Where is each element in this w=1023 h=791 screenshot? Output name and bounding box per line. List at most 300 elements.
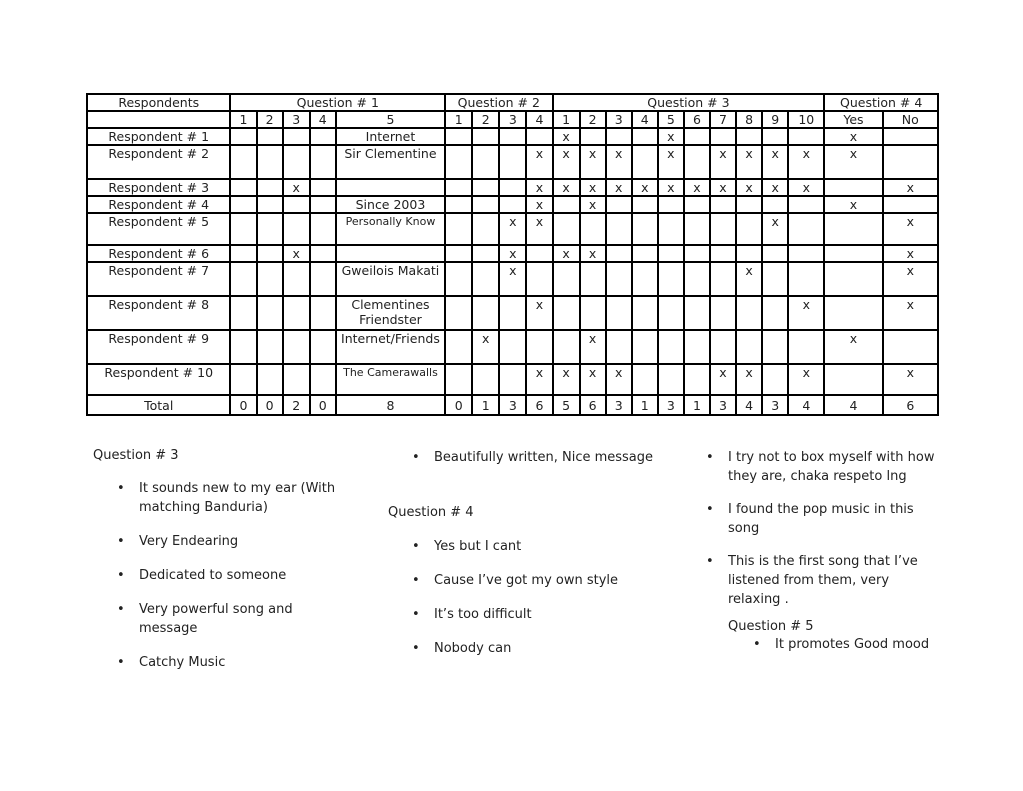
mark-cell bbox=[632, 145, 658, 179]
subheader-cell: 5 bbox=[658, 111, 684, 128]
total-cell: 6 bbox=[883, 395, 938, 415]
total-cell: 0 bbox=[445, 395, 472, 415]
source-cell: Internet/Friends bbox=[336, 330, 445, 364]
subheader-cell: Yes bbox=[824, 111, 882, 128]
mark-cell bbox=[310, 128, 336, 145]
mark-cell: x bbox=[883, 245, 938, 262]
mark-cell bbox=[883, 145, 938, 179]
mark-cell bbox=[736, 296, 762, 330]
mark-cell bbox=[788, 213, 824, 245]
question-5-list bbox=[775, 637, 936, 653]
list-item: • Nobody can bbox=[434, 639, 658, 658]
list-item: • Very Endearing bbox=[139, 532, 353, 551]
mark-cell bbox=[499, 128, 526, 145]
mark-cell bbox=[230, 145, 256, 179]
source-cell: The Camerawalls bbox=[336, 364, 445, 395]
mark-cell bbox=[736, 213, 762, 245]
mark-cell bbox=[658, 296, 684, 330]
mark-cell bbox=[257, 262, 283, 296]
mark-cell: x bbox=[283, 245, 310, 262]
mark-cell: x bbox=[632, 179, 658, 196]
subheader-cell: 3 bbox=[499, 111, 526, 128]
mark-cell bbox=[788, 128, 824, 145]
list-item: • I try not to box myself with how they are, chaka respeto lng bbox=[728, 448, 936, 486]
list-item: • Dedicated to someone bbox=[139, 566, 353, 585]
mark-cell bbox=[606, 128, 632, 145]
mark-cell bbox=[283, 296, 310, 330]
mark-cell bbox=[230, 213, 256, 245]
mark-cell: x bbox=[762, 145, 788, 179]
mark-cell bbox=[257, 196, 283, 213]
mark-cell bbox=[310, 145, 336, 179]
mark-cell bbox=[632, 262, 658, 296]
respondent-name-cell: Respondent # 6 bbox=[87, 245, 230, 262]
header-row bbox=[87, 94, 938, 111]
mark-cell: x bbox=[553, 128, 580, 145]
mark-cell bbox=[472, 145, 499, 179]
mark-cell bbox=[257, 364, 283, 395]
header-question-2: Question # 2 bbox=[445, 94, 552, 111]
mark-cell: x bbox=[824, 196, 882, 213]
total-cell: 0 bbox=[310, 395, 336, 415]
mark-cell bbox=[257, 128, 283, 145]
mark-cell bbox=[824, 245, 882, 262]
mark-cell bbox=[824, 364, 882, 395]
total-cell: 6 bbox=[526, 395, 552, 415]
mark-cell: x bbox=[736, 179, 762, 196]
mark-cell bbox=[445, 296, 472, 330]
mark-cell bbox=[658, 213, 684, 245]
list-item: • Yes but I cant bbox=[434, 537, 658, 556]
source-cell bbox=[336, 245, 445, 262]
mark-cell bbox=[580, 213, 606, 245]
mark-cell bbox=[283, 364, 310, 395]
question-3-comments bbox=[93, 446, 353, 687]
mark-cell bbox=[472, 364, 499, 395]
list-item: • Beautifully written, Nice message bbox=[434, 448, 658, 467]
mark-cell bbox=[257, 179, 283, 196]
mark-cell bbox=[257, 145, 283, 179]
mark-cell bbox=[658, 196, 684, 213]
mark-cell bbox=[283, 145, 310, 179]
total-cell: 3 bbox=[658, 395, 684, 415]
question-3-continued-list bbox=[434, 448, 658, 467]
mark-cell bbox=[499, 330, 526, 364]
mark-cell: x bbox=[526, 196, 552, 213]
header-respondents: Respondents bbox=[87, 94, 230, 111]
source-cell: Sir Clementine bbox=[336, 145, 445, 179]
source-cell: Gweilois Makati bbox=[336, 262, 445, 296]
mark-cell: x bbox=[580, 145, 606, 179]
mark-cell bbox=[710, 330, 736, 364]
mark-cell bbox=[230, 179, 256, 196]
question-4-continued-list bbox=[728, 448, 936, 609]
mark-cell bbox=[283, 330, 310, 364]
table-row bbox=[87, 213, 938, 245]
mark-cell bbox=[580, 296, 606, 330]
question-4-list bbox=[434, 537, 658, 658]
mark-cell bbox=[283, 128, 310, 145]
total-cell: 4 bbox=[824, 395, 882, 415]
mark-cell: x bbox=[736, 262, 762, 296]
mark-cell bbox=[553, 330, 580, 364]
list-item: • Catchy Music bbox=[139, 653, 353, 672]
mark-cell bbox=[606, 245, 632, 262]
mark-cell bbox=[445, 196, 472, 213]
subheader-cell: 3 bbox=[606, 111, 632, 128]
mark-cell bbox=[499, 296, 526, 330]
subheader-blank-cell bbox=[87, 111, 230, 128]
list-item: • It sounds new to my ear (With matching Banduria) bbox=[139, 479, 353, 517]
mark-cell bbox=[658, 330, 684, 364]
mark-cell bbox=[736, 128, 762, 145]
mark-cell bbox=[230, 245, 256, 262]
mark-cell bbox=[526, 128, 552, 145]
question-5-comments bbox=[706, 448, 936, 653]
mark-cell bbox=[762, 245, 788, 262]
mark-cell bbox=[580, 128, 606, 145]
mark-cell bbox=[230, 296, 256, 330]
mark-cell: x bbox=[553, 145, 580, 179]
total-cell: 8 bbox=[336, 395, 445, 415]
mark-cell: x bbox=[762, 213, 788, 245]
mark-cell: x bbox=[526, 364, 552, 395]
mark-cell: x bbox=[736, 364, 762, 395]
mark-cell: x bbox=[824, 145, 882, 179]
mark-cell bbox=[445, 330, 472, 364]
mark-cell bbox=[499, 196, 526, 213]
mark-cell bbox=[883, 196, 938, 213]
mark-cell bbox=[445, 145, 472, 179]
mark-cell bbox=[526, 245, 552, 262]
mark-cell: x bbox=[472, 330, 499, 364]
mark-cell: x bbox=[788, 145, 824, 179]
mark-cell bbox=[283, 196, 310, 213]
mark-cell: x bbox=[788, 364, 824, 395]
mark-cell bbox=[883, 330, 938, 364]
mark-cell bbox=[445, 262, 472, 296]
mark-cell bbox=[788, 245, 824, 262]
total-label-cell: Total bbox=[87, 395, 230, 415]
mark-cell bbox=[310, 296, 336, 330]
mark-cell bbox=[736, 330, 762, 364]
question-3-heading: Question # 3 bbox=[93, 448, 179, 463]
mark-cell bbox=[684, 262, 710, 296]
mark-cell bbox=[684, 364, 710, 395]
list-item: • It’s too difficult bbox=[434, 605, 658, 624]
mark-cell bbox=[632, 296, 658, 330]
subheader-row bbox=[87, 111, 938, 128]
mark-cell bbox=[762, 262, 788, 296]
header-question-3: Question # 3 bbox=[553, 94, 825, 111]
mark-cell: x bbox=[788, 296, 824, 330]
mark-cell bbox=[684, 145, 710, 179]
mark-cell bbox=[606, 296, 632, 330]
mark-cell bbox=[632, 245, 658, 262]
mark-cell bbox=[472, 262, 499, 296]
respondent-name-cell: Respondent # 7 bbox=[87, 262, 230, 296]
mark-cell: x bbox=[553, 179, 580, 196]
mark-cell bbox=[283, 213, 310, 245]
mark-cell bbox=[310, 364, 336, 395]
source-cell bbox=[336, 179, 445, 196]
mark-cell: x bbox=[883, 179, 938, 196]
mark-cell bbox=[710, 196, 736, 213]
mark-cell bbox=[762, 128, 788, 145]
mark-cell bbox=[310, 196, 336, 213]
mark-cell: x bbox=[658, 128, 684, 145]
mark-cell bbox=[632, 128, 658, 145]
mark-cell bbox=[632, 196, 658, 213]
subheader-cell: 8 bbox=[736, 111, 762, 128]
mark-cell: x bbox=[526, 145, 552, 179]
mark-cell bbox=[632, 330, 658, 364]
mark-cell bbox=[824, 262, 882, 296]
respondent-name-cell: Respondent # 1 bbox=[87, 128, 230, 145]
mark-cell bbox=[684, 330, 710, 364]
mark-cell bbox=[710, 128, 736, 145]
question-3-list bbox=[139, 479, 353, 672]
mark-cell: x bbox=[553, 364, 580, 395]
subheader-cell: No bbox=[883, 111, 938, 128]
mark-cell bbox=[580, 262, 606, 296]
header-question-4: Question # 4 bbox=[824, 94, 938, 111]
mark-cell: x bbox=[710, 145, 736, 179]
list-item: • This is the first song that I’ve listened from them, very relaxing . bbox=[728, 552, 936, 609]
table-row bbox=[87, 262, 938, 296]
subheader-cell: 9 bbox=[762, 111, 788, 128]
subheader-cell: 5 bbox=[336, 111, 445, 128]
mark-cell bbox=[283, 262, 310, 296]
subheader-cell: 6 bbox=[684, 111, 710, 128]
mark-cell: x bbox=[658, 179, 684, 196]
mark-cell: x bbox=[762, 179, 788, 196]
mark-cell bbox=[788, 330, 824, 364]
mark-cell bbox=[710, 213, 736, 245]
mark-cell bbox=[472, 179, 499, 196]
mark-cell: x bbox=[580, 364, 606, 395]
mark-cell bbox=[257, 330, 283, 364]
table-row bbox=[87, 296, 938, 330]
subheader-cell: 3 bbox=[283, 111, 310, 128]
mark-cell: x bbox=[580, 330, 606, 364]
total-row bbox=[87, 395, 938, 415]
list-item: • It promotes Good mood bbox=[775, 637, 936, 653]
mark-cell bbox=[257, 296, 283, 330]
subheader-cell: 2 bbox=[580, 111, 606, 128]
mark-cell bbox=[684, 213, 710, 245]
mark-cell bbox=[736, 245, 762, 262]
mark-cell bbox=[553, 296, 580, 330]
mark-cell bbox=[684, 196, 710, 213]
total-cell: 1 bbox=[632, 395, 658, 415]
mark-cell: x bbox=[824, 330, 882, 364]
mark-cell bbox=[499, 364, 526, 395]
mark-cell bbox=[499, 145, 526, 179]
mark-cell bbox=[606, 213, 632, 245]
header-question-1: Question # 1 bbox=[230, 94, 445, 111]
mark-cell bbox=[788, 262, 824, 296]
table-row bbox=[87, 196, 938, 213]
respondent-name-cell: Respondent # 3 bbox=[87, 179, 230, 196]
mark-cell bbox=[762, 364, 788, 395]
mark-cell bbox=[472, 196, 499, 213]
mark-cell bbox=[658, 245, 684, 262]
mark-cell bbox=[710, 262, 736, 296]
subheader-cell: 2 bbox=[472, 111, 499, 128]
respondent-name-cell: Respondent # 2 bbox=[87, 145, 230, 179]
subheader-cell: 1 bbox=[445, 111, 472, 128]
mark-cell bbox=[445, 364, 472, 395]
mark-cell: x bbox=[883, 262, 938, 296]
mark-cell bbox=[632, 364, 658, 395]
mark-cell bbox=[445, 128, 472, 145]
table-row bbox=[87, 245, 938, 262]
mark-cell: x bbox=[553, 245, 580, 262]
mark-cell: x bbox=[788, 179, 824, 196]
mark-cell bbox=[230, 128, 256, 145]
respondent-name-cell: Respondent # 10 bbox=[87, 364, 230, 395]
mark-cell bbox=[472, 128, 499, 145]
mark-cell bbox=[445, 245, 472, 262]
question-4-comments bbox=[388, 448, 658, 673]
respondent-name-cell: Respondent # 5 bbox=[87, 213, 230, 245]
mark-cell bbox=[472, 245, 499, 262]
mark-cell: x bbox=[283, 179, 310, 196]
subheader-cell: 4 bbox=[310, 111, 336, 128]
mark-cell bbox=[230, 364, 256, 395]
mark-cell bbox=[526, 262, 552, 296]
question-4-heading: Question # 4 bbox=[388, 505, 474, 520]
question-5-heading: Question # 5 bbox=[728, 619, 814, 634]
mark-cell bbox=[762, 330, 788, 364]
mark-cell: x bbox=[606, 179, 632, 196]
mark-cell bbox=[310, 179, 336, 196]
mark-cell bbox=[710, 296, 736, 330]
source-cell: Clementines Friendster bbox=[336, 296, 445, 330]
list-item: • Cause I’ve got my own style bbox=[434, 571, 658, 590]
mark-cell: x bbox=[526, 213, 552, 245]
mark-cell bbox=[230, 262, 256, 296]
mark-cell bbox=[472, 296, 499, 330]
mark-cell: x bbox=[526, 179, 552, 196]
subheader-cell: 2 bbox=[257, 111, 283, 128]
mark-cell: x bbox=[736, 145, 762, 179]
mark-cell bbox=[762, 196, 788, 213]
mark-cell: x bbox=[883, 296, 938, 330]
subheader-cell: 10 bbox=[788, 111, 824, 128]
table-row bbox=[87, 145, 938, 179]
mark-cell bbox=[310, 213, 336, 245]
mark-cell bbox=[824, 179, 882, 196]
total-cell: 0 bbox=[257, 395, 283, 415]
mark-cell bbox=[445, 213, 472, 245]
source-cell: Since 2003 bbox=[336, 196, 445, 213]
subheader-cell: 4 bbox=[526, 111, 552, 128]
mark-cell bbox=[445, 179, 472, 196]
table-row bbox=[87, 128, 938, 145]
mark-cell: x bbox=[710, 179, 736, 196]
respondent-name-cell: Respondent # 8 bbox=[87, 296, 230, 330]
mark-cell bbox=[553, 196, 580, 213]
mark-cell bbox=[684, 128, 710, 145]
list-item: • I found the pop music in this song bbox=[728, 500, 936, 538]
mark-cell: x bbox=[606, 145, 632, 179]
subheader-cell: 1 bbox=[230, 111, 256, 128]
mark-cell bbox=[788, 196, 824, 213]
mark-cell bbox=[762, 296, 788, 330]
mark-cell: x bbox=[883, 213, 938, 245]
mark-cell bbox=[883, 128, 938, 145]
mark-cell bbox=[310, 330, 336, 364]
mark-cell bbox=[310, 245, 336, 262]
total-cell: 6 bbox=[580, 395, 606, 415]
mark-cell bbox=[606, 196, 632, 213]
mark-cell bbox=[658, 262, 684, 296]
list-item: • Very powerful song and message bbox=[139, 600, 353, 638]
mark-cell: x bbox=[499, 262, 526, 296]
total-cell: 4 bbox=[788, 395, 824, 415]
total-cell: 5 bbox=[553, 395, 580, 415]
subheader-cell: 1 bbox=[553, 111, 580, 128]
mark-cell bbox=[710, 245, 736, 262]
mark-cell: x bbox=[499, 213, 526, 245]
mark-cell bbox=[257, 245, 283, 262]
total-cell: 1 bbox=[472, 395, 499, 415]
total-cell: 2 bbox=[283, 395, 310, 415]
total-cell: 4 bbox=[736, 395, 762, 415]
mark-cell: x bbox=[606, 364, 632, 395]
total-cell: 3 bbox=[499, 395, 526, 415]
mark-cell bbox=[606, 330, 632, 364]
respondent-name-cell: Respondent # 4 bbox=[87, 196, 230, 213]
mark-cell: x bbox=[580, 179, 606, 196]
mark-cell bbox=[230, 330, 256, 364]
mark-cell bbox=[472, 213, 499, 245]
mark-cell bbox=[553, 213, 580, 245]
mark-cell bbox=[230, 196, 256, 213]
table-row bbox=[87, 364, 938, 395]
survey-results-table bbox=[86, 93, 939, 416]
mark-cell bbox=[257, 213, 283, 245]
subheader-cell: 7 bbox=[710, 111, 736, 128]
subheader-cell: 4 bbox=[632, 111, 658, 128]
total-cell: 0 bbox=[230, 395, 256, 415]
source-cell: Internet bbox=[336, 128, 445, 145]
mark-cell bbox=[499, 179, 526, 196]
mark-cell bbox=[310, 262, 336, 296]
mark-cell: x bbox=[684, 179, 710, 196]
mark-cell bbox=[553, 262, 580, 296]
mark-cell: x bbox=[580, 196, 606, 213]
mark-cell: x bbox=[658, 145, 684, 179]
mark-cell: x bbox=[710, 364, 736, 395]
mark-cell: x bbox=[499, 245, 526, 262]
total-cell: 1 bbox=[684, 395, 710, 415]
mark-cell: x bbox=[580, 245, 606, 262]
mark-cell bbox=[684, 296, 710, 330]
mark-cell bbox=[684, 245, 710, 262]
mark-cell: x bbox=[883, 364, 938, 395]
mark-cell bbox=[658, 364, 684, 395]
mark-cell bbox=[606, 262, 632, 296]
mark-cell bbox=[736, 196, 762, 213]
total-cell: 3 bbox=[762, 395, 788, 415]
mark-cell bbox=[526, 330, 552, 364]
mark-cell: x bbox=[526, 296, 552, 330]
respondent-name-cell: Respondent # 9 bbox=[87, 330, 230, 364]
mark-cell bbox=[632, 213, 658, 245]
